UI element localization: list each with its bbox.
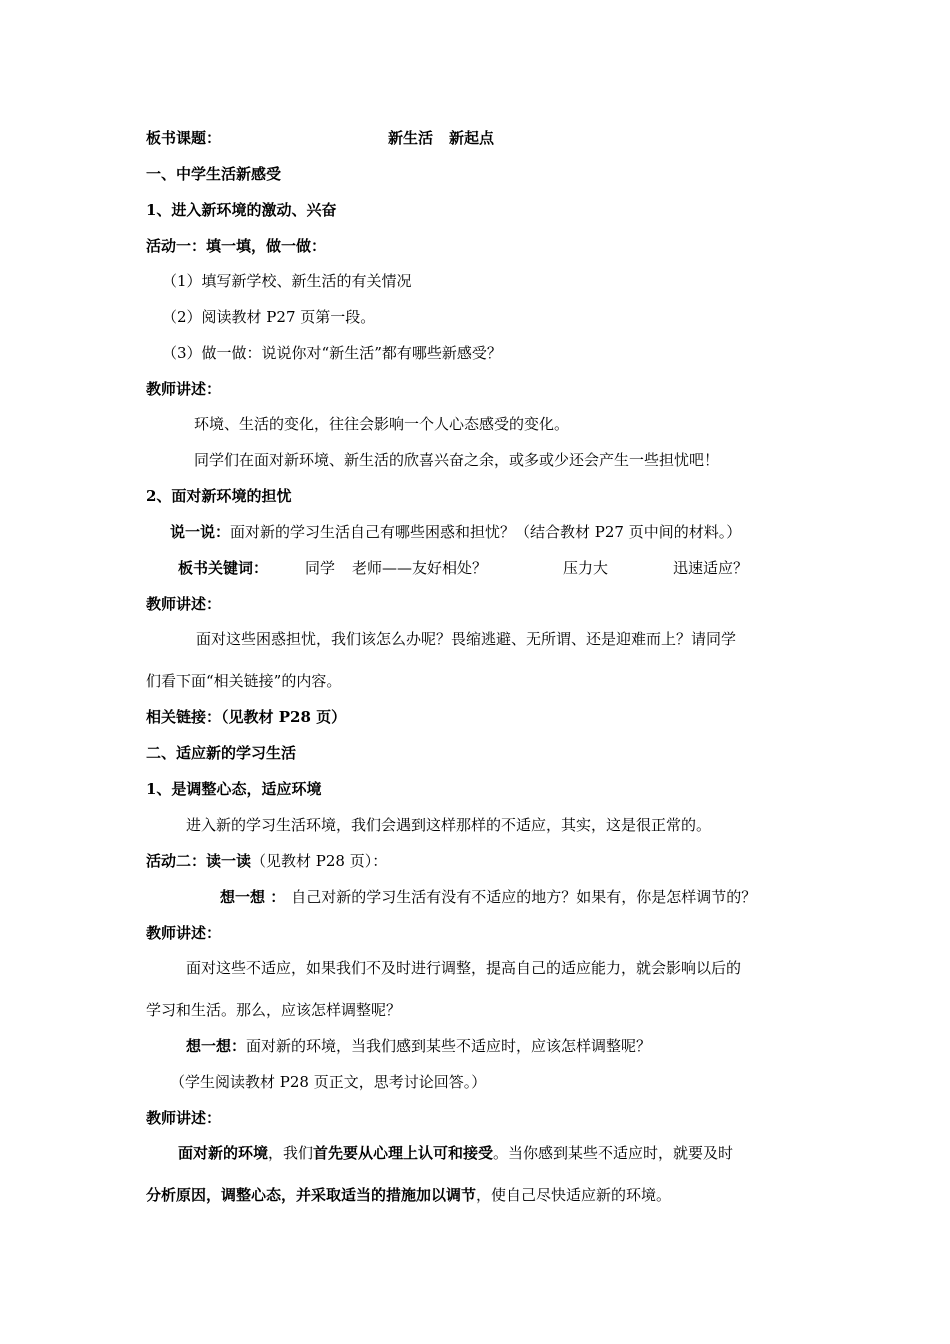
say-line — [170, 522, 741, 542]
keyword: 老师——友好相处？ — [352, 559, 488, 577]
section-2-heading: 二、适应新的学习生活 — [146, 744, 297, 762]
lesson-title-main: 新生活 — [388, 129, 434, 147]
emphasis: 分析原因，调整心态，并采取适当的措施加以调节 — [146, 1186, 477, 1204]
section-1-2-heading: 2、面对新环境的担忧 — [146, 487, 292, 505]
teacher-label: 教师讲述： — [146, 1109, 222, 1127]
activity-1-heading: 活动一：填一填，做一做： — [146, 237, 327, 255]
text: 。当你感到某些不适应时，就要及时 — [493, 1144, 734, 1162]
say-text: 面对新的学习生活自己有哪些困惑和担忧？（结合教材 P27 页中间的材料。） — [230, 523, 742, 541]
title-label: 板书课题： — [146, 129, 222, 147]
paragraph: 同学们在面对新环境、新生活的欣喜兴奋之余，或多或少还会产生一些担忧吧！ — [194, 451, 720, 469]
paragraph: 面对这些困惑担忧，我们该怎么办呢？畏缩逃避、无所谓、还是迎难而上？请同学 — [196, 630, 737, 648]
activity-2-text: （见教材 P28 页）： — [251, 852, 388, 870]
section-1-heading: 一、中学生活新感受 — [146, 165, 282, 183]
text: ，使自己尽快适应新的环境。 — [476, 1186, 672, 1204]
related-link-line: 相关链接：（见教材 P28 页） — [146, 708, 347, 726]
activity-2-line — [146, 851, 387, 871]
activity-1-item: （2）阅读教材 P27 页第一段。 — [162, 308, 376, 326]
think-2-label: 想一想： — [186, 1037, 247, 1055]
section-1-1-heading: 1、进入新环境的激动、兴奋 — [146, 201, 337, 219]
say-label: 说一说： — [170, 523, 231, 541]
paragraph: 进入新的学习生活环境，我们会遇到这样那样的不适应，其实，这是很正常的。 — [186, 816, 712, 834]
think-2-text: 面对新的环境，当我们感到某些不适应时，应该怎样调整呢？ — [246, 1037, 652, 1055]
student-note: （学生阅读教材 P28 页正文，思考讨论回答。） — [170, 1073, 487, 1091]
section-2-1-heading: 1、是调整心态，适应环境 — [146, 780, 322, 798]
emphasis: 首先要从心理上认可和接受 — [313, 1144, 494, 1162]
teacher-label: 教师讲述： — [146, 924, 222, 942]
think-1-text: 自己对新的学习生活有没有不适应的地方？如果有，你是怎样调节的？ — [291, 888, 757, 906]
text: ，我们 — [268, 1144, 314, 1162]
lesson-title — [388, 128, 494, 148]
teacher-label: 教师讲述： — [146, 380, 222, 398]
think-2-line — [186, 1036, 651, 1056]
keyword: 同学 — [305, 559, 336, 577]
think-1-label: 想一想 ： — [220, 888, 286, 906]
conclusion-line-1 — [178, 1143, 733, 1163]
paragraph: 学习和生活。那么，应该怎样调整呢？ — [146, 1001, 402, 1019]
activity-2-label: 活动二：读一读 — [146, 852, 252, 870]
lesson-title-sub: 新起点 — [449, 129, 495, 147]
keyword: 迅速适应？ — [673, 559, 749, 577]
paragraph: 环境、生活的变化，往往会影响一个人心态感受的变化。 — [194, 415, 570, 433]
keywords-label: 板书关键词： — [178, 559, 269, 577]
activity-1-item: （3）做一做：说说你对“新生活”都有哪些新感受？ — [162, 344, 502, 362]
emphasis: 面对新的环境 — [178, 1144, 269, 1162]
think-1-line — [220, 887, 756, 907]
paragraph: 们看下面“相关链接”的内容。 — [146, 672, 342, 690]
activity-1-item: （1）填写新学校、新生活的有关情况 — [162, 272, 412, 290]
conclusion-line-2 — [146, 1185, 671, 1205]
teacher-label: 教师讲述： — [146, 595, 222, 613]
paragraph: 面对这些不适应，如果我们不及时进行调整，提高自己的适应能力，就会影响以后的 — [186, 959, 742, 977]
keyword: 压力大 — [563, 559, 609, 577]
